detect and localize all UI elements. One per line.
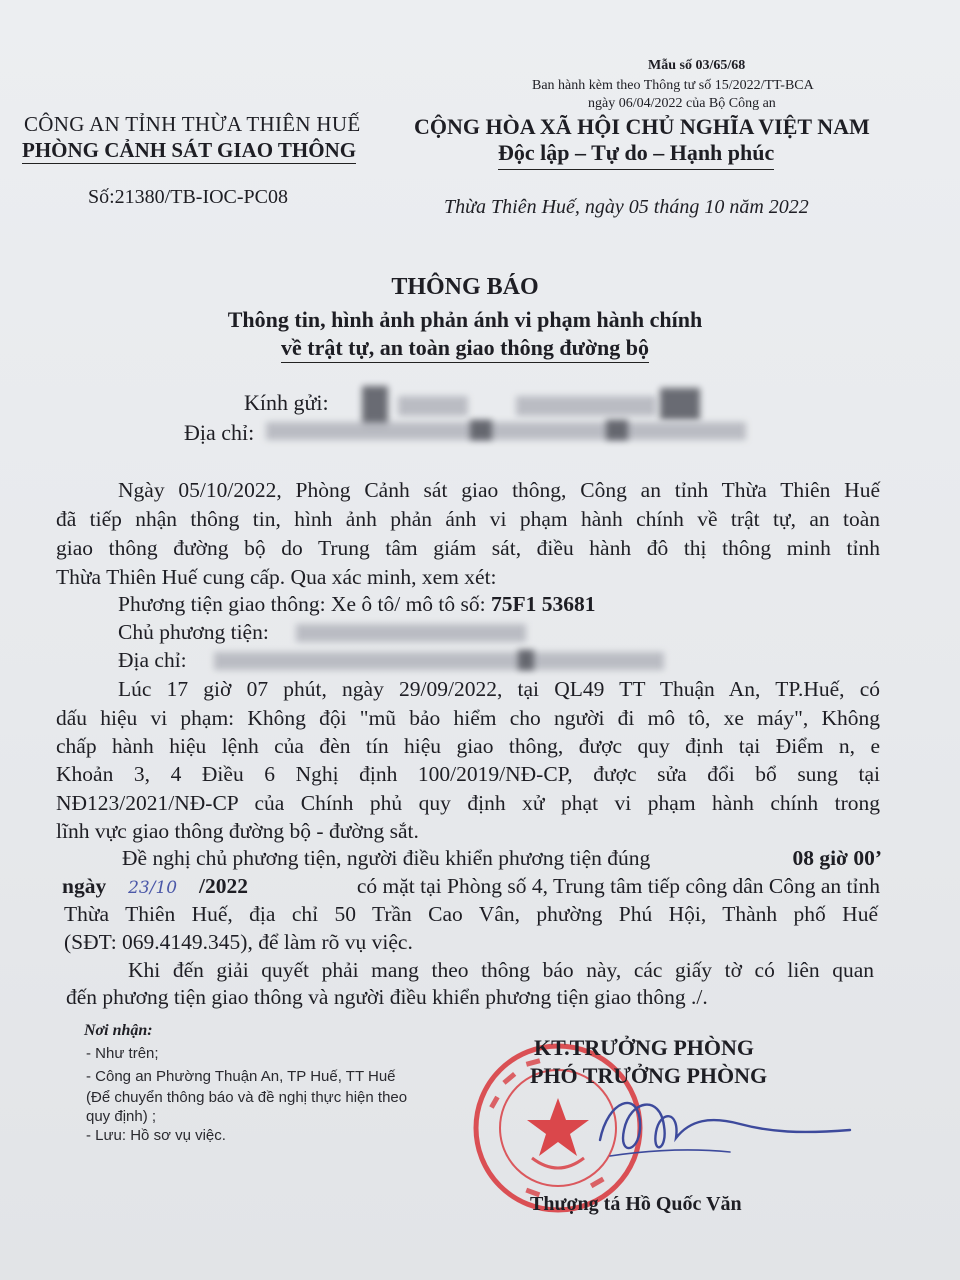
paragraph-2-line: chấp hành hiệu lệnh của đèn tín hiệu giao thông, được quy định tại Điểm n, e [56,734,880,758]
paragraph-3-line: (SĐT: 069.4149.345), để làm rõ vụ việc. [64,930,413,954]
paragraph-2-line: lĩnh vực giao thông đường bộ - đường sắt. [56,819,419,843]
recipients-title: Nơi nhận: [84,1022,153,1039]
redacted-address [606,420,628,440]
paragraph-1-line: Ngày 05/10/2022, Phòng Cảnh sát giao thông, Công an tỉnh Thừa Thiên Huế [118,478,880,502]
recipient-item: - Công an Phường Thuận An, TP Huế, TT Huế [86,1068,396,1085]
redacted-owner-address [518,650,534,670]
paragraph-3-line: Thừa Thiên Huế, địa chỉ 50 Trần Cao Vân, phường Phú Hội, Thành phố Huế [64,902,878,926]
signer-name: Thượng tá Hồ Quốc Văn [530,1193,742,1215]
signer-title: PHÓ TRƯỞNG PHÒNG [530,1063,768,1088]
appointment-year: /2022 [198,874,248,898]
document-number: Số:21380/TB-IOC-PC08 [88,186,289,208]
paragraph-2-line: Khoản 3, 4 Điều 6 Nghị định 100/2019/NĐ-CP, được sửa đổi bổ sung tại [56,762,880,786]
appointment-day-label: ngày [62,874,107,898]
form-code: Mẫu số 03/65/68 [648,58,746,73]
redacted-name [516,396,656,416]
paragraph-3-line [62,874,880,899]
paragraph-2-line: Lúc 17 giờ 07 phút, ngày 29/09/2022, tại QL49 TT Thuận An, TP.Huế, có [118,677,880,701]
paragraph-3-text: có mặt tại Phòng số 4, Trung tâm tiếp công dân Công an tỉnh [356,874,880,898]
redacted-owner [296,624,526,642]
appointment-day-handwritten: 23/10 [128,878,178,898]
redacted-name [398,396,468,416]
document-subtitle-2 [0,335,930,361]
redacted-address [470,420,492,440]
paragraph-4-line: Khi đến giải quyết phải mang theo thông báo này, các giấy tờ có liên quan [128,958,874,982]
license-plate: 75F1 53681 [491,592,596,616]
paragraph-3-line [122,846,882,871]
to-label: Kính gửi: [244,390,329,415]
agency-parent: CÔNG AN TỈNH THỪA THIÊN HUẾ [24,112,361,136]
handwritten-signature [560,1080,860,1170]
paragraph-4-line: đến phương tiện giao thông và người điều khiển phương tiện giao thông ./. [66,985,708,1009]
address-label: Địa chỉ: [184,420,255,445]
agency-name-text: PHÒNG CẢNH SÁT GIAO THÔNG [22,138,357,162]
paragraph-3-text: Đề nghị chủ phương tiện, người điều khiển phương tiện đúng [122,846,651,870]
document-subtitle-1: Thông tin, hình ảnh phản ánh vi phạm hành chính [227,307,703,332]
paragraph-1-line: giao thông đường bộ do Trung tâm giám sát, điều hành đô thị thông minh tỉnh [56,536,880,560]
issued-basis-line2: ngày 06/04/2022 của Bộ Công an [588,96,776,111]
document-title: THÔNG BÁO [391,274,539,300]
signer-capacity: KT.TRƯỞNG PHÒNG [534,1035,754,1060]
appointment-time: 08 giờ 00’ [792,846,882,870]
document-subtitle-2-text: về trật tự, an toàn giao thông đường bộ [281,335,649,363]
national-title: CỘNG HÒA XÃ HỘI CHỦ NGHĨA VIỆT NAM [414,114,870,139]
redacted-name [660,388,700,420]
vehicle-line [118,592,596,617]
owner-label: Chủ phương tiện: [118,620,269,644]
redacted-owner-address [214,652,664,670]
paragraph-2-line: dấu hiệu vi phạm: Không đội "mũ bảo hiểm cho người đi mô tô, xe máy", Không [56,706,880,730]
paragraph-2-line: NĐ123/2021/NĐ-CP của Chính phủ quy định xử phạt vi phạm hành chính trong [56,791,880,815]
owner-address-label: Địa chỉ: [118,648,187,672]
recipient-item: quy định) ; [86,1108,157,1125]
place-and-date: Thừa Thiên Huế, ngày 05 tháng 10 năm 2022 [444,196,809,218]
issued-basis-line1: Ban hành kèm theo Thông tư số 15/2022/TT-BCA [532,78,814,93]
agency-name [22,138,356,163]
redacted-address [266,422,746,440]
recipient-item: (Để chuyển thông báo và đề nghị thực hiện theo [86,1089,408,1106]
paragraph-1-line: Thừa Thiên Huế cung cấp. Qua xác minh, xem xét: [56,565,497,589]
national-motto: Độc lập – Tự do – Hạnh phúc [498,140,774,170]
paragraph-1-line: đã tiếp nhận thông tin, hình ảnh phản ánh vi phạm hành chính về trật tự, an toàn [56,507,880,531]
recipient-item: - Như trên; [86,1045,159,1062]
vehicle-label: Phương tiện giao thông: Xe ô tô/ mô tô số: [118,592,486,616]
recipient-item: - Lưu: Hồ sơ vụ việc. [86,1127,226,1144]
